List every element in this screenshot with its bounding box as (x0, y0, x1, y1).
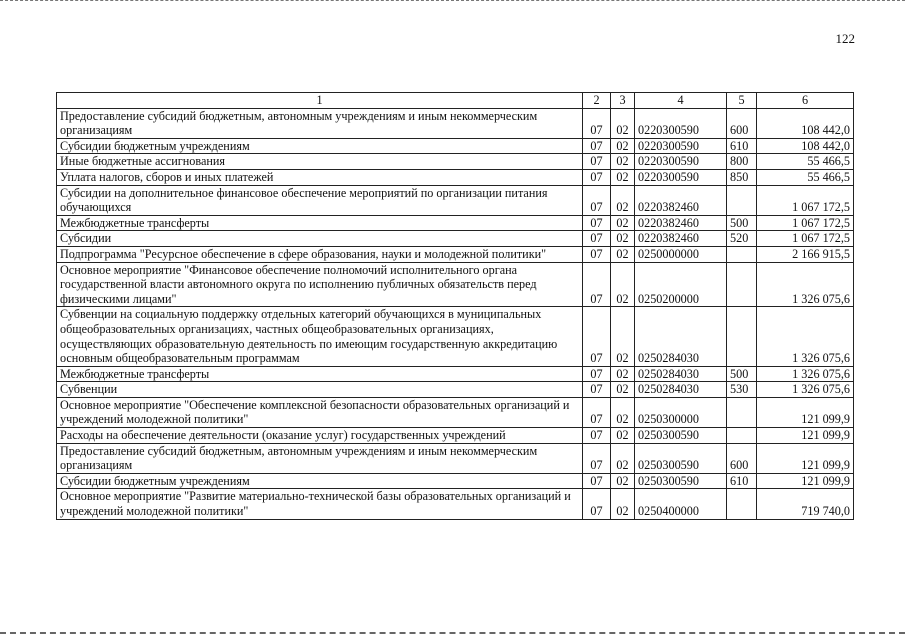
row-section-cell: 07 (583, 307, 611, 366)
row-subsection-cell: 02 (611, 154, 635, 170)
row-section-cell: 07 (583, 489, 611, 519)
row-target-article-cell: 0220300590 (635, 108, 727, 138)
row-expense-type-cell: 500 (727, 366, 757, 382)
row-name-cell: Уплата налогов, сборов и иных платежей (57, 169, 583, 185)
row-subsection-cell: 02 (611, 138, 635, 154)
row-section-cell: 07 (583, 215, 611, 231)
row-subsection-cell: 02 (611, 262, 635, 307)
row-target-article-cell: 0250284030 (635, 382, 727, 398)
row-sum-cell: 55 466,5 (757, 154, 854, 170)
table-row (57, 366, 854, 382)
header-cell: 2 (583, 93, 611, 109)
row-sum-cell: 1 326 075,6 (757, 262, 854, 307)
table-row (57, 307, 854, 366)
row-sum-cell: 1 326 075,6 (757, 366, 854, 382)
table-row (57, 397, 854, 427)
row-subsection-cell: 02 (611, 215, 635, 231)
row-expense-type-cell (727, 246, 757, 262)
row-target-article-cell: 0220382460 (635, 215, 727, 231)
row-expense-type-cell (727, 307, 757, 366)
row-target-article-cell: 0250284030 (635, 307, 727, 366)
row-name-cell: Расходы на обеспечение деятельности (оказание услуг) государственных учреждений (57, 428, 583, 444)
row-section-cell: 07 (583, 185, 611, 215)
row-expense-type-cell (727, 397, 757, 427)
row-name-cell: Предоставление субсидий бюджетным, автономным учреждениям и иным некоммерческим организациям (57, 443, 583, 473)
row-section-cell: 07 (583, 246, 611, 262)
row-subsection-cell: 02 (611, 185, 635, 215)
row-target-article-cell: 0250300590 (635, 428, 727, 444)
table-row (57, 108, 854, 138)
row-expense-type-cell: 850 (727, 169, 757, 185)
row-sum-cell: 108 442,0 (757, 138, 854, 154)
row-sum-cell: 719 740,0 (757, 489, 854, 519)
row-sum-cell: 121 099,9 (757, 428, 854, 444)
row-subsection-cell: 02 (611, 382, 635, 398)
budget-table (56, 92, 854, 520)
row-name-cell: Межбюджетные трансферты (57, 215, 583, 231)
table-row (57, 489, 854, 519)
row-expense-type-cell (727, 489, 757, 519)
row-expense-type-cell: 530 (727, 382, 757, 398)
header-cell: 5 (727, 93, 757, 109)
row-expense-type-cell: 800 (727, 154, 757, 170)
row-name-cell: Основное мероприятие "Обеспечение комплексной безопасности образовательных организаций и учреждений молодежной политики" (57, 397, 583, 427)
row-section-cell: 07 (583, 108, 611, 138)
row-target-article-cell: 0220300590 (635, 138, 727, 154)
table-header-row (57, 93, 854, 109)
scan-edge-bottom (0, 632, 905, 636)
row-sum-cell: 1 067 172,5 (757, 215, 854, 231)
row-subsection-cell: 02 (611, 443, 635, 473)
row-expense-type-cell (727, 428, 757, 444)
row-target-article-cell: 0220300590 (635, 169, 727, 185)
header-cell: 4 (635, 93, 727, 109)
row-expense-type-cell (727, 185, 757, 215)
table-row (57, 138, 854, 154)
row-expense-type-cell: 500 (727, 215, 757, 231)
row-sum-cell: 1 067 172,5 (757, 185, 854, 215)
table-row (57, 262, 854, 307)
row-sum-cell: 108 442,0 (757, 108, 854, 138)
table-row (57, 169, 854, 185)
table-row (57, 382, 854, 398)
row-name-cell: Субвенции на социальную поддержку отдельных категорий обучающихся в муниципальных общеобразовательных организациях, частных общеобразовательных организациях, осуществляющих образовательную деятельность по имеющим государственную аккредитацию основным общеобразовательным программам (57, 307, 583, 366)
row-subsection-cell: 02 (611, 366, 635, 382)
row-subsection-cell: 02 (611, 428, 635, 444)
row-name-cell: Субсидии бюджетным учреждениям (57, 138, 583, 154)
row-target-article-cell: 0250300590 (635, 473, 727, 489)
table-row (57, 246, 854, 262)
row-expense-type-cell: 610 (727, 138, 757, 154)
row-section-cell: 07 (583, 154, 611, 170)
row-sum-cell: 1 326 075,6 (757, 307, 854, 366)
row-name-cell: Предоставление субсидий бюджетным, автономным учреждениям и иным некоммерческим организациям (57, 108, 583, 138)
row-sum-cell: 55 466,5 (757, 169, 854, 185)
row-section-cell: 07 (583, 138, 611, 154)
table-row (57, 473, 854, 489)
row-subsection-cell: 02 (611, 169, 635, 185)
table-row (57, 215, 854, 231)
row-section-cell: 07 (583, 231, 611, 247)
row-name-cell: Основное мероприятие "Финансовое обеспечение полномочий исполнительного органа государственной власти автономного округа по исполнению публичных обязательств перед физическими лицами" (57, 262, 583, 307)
table-row (57, 154, 854, 170)
row-section-cell: 07 (583, 366, 611, 382)
row-name-cell: Субсидии на дополнительное финансовое обеспечение мероприятий по организации питания обучающихся (57, 185, 583, 215)
row-name-cell: Подпрограмма "Ресурсное обеспечение в сфере образования, науки и молодежной политики" (57, 246, 583, 262)
table-row (57, 185, 854, 215)
row-expense-type-cell (727, 262, 757, 307)
row-target-article-cell: 0250300590 (635, 443, 727, 473)
row-subsection-cell: 02 (611, 231, 635, 247)
row-subsection-cell: 02 (611, 307, 635, 366)
row-expense-type-cell: 520 (727, 231, 757, 247)
row-section-cell: 07 (583, 443, 611, 473)
row-target-article-cell: 0250284030 (635, 366, 727, 382)
row-name-cell: Субсидии бюджетным учреждениям (57, 473, 583, 489)
row-target-article-cell: 0250000000 (635, 246, 727, 262)
row-subsection-cell: 02 (611, 397, 635, 427)
scan-edge-top (0, 0, 905, 4)
row-subsection-cell: 02 (611, 489, 635, 519)
row-target-article-cell: 0250400000 (635, 489, 727, 519)
row-target-article-cell: 0220382460 (635, 231, 727, 247)
page-number: 122 (835, 31, 855, 46)
row-section-cell: 07 (583, 473, 611, 489)
row-subsection-cell: 02 (611, 246, 635, 262)
row-subsection-cell: 02 (611, 108, 635, 138)
row-target-article-cell: 0250300000 (635, 397, 727, 427)
row-subsection-cell: 02 (611, 473, 635, 489)
header-cell: 3 (611, 93, 635, 109)
row-sum-cell: 121 099,9 (757, 397, 854, 427)
row-expense-type-cell: 610 (727, 473, 757, 489)
row-section-cell: 07 (583, 169, 611, 185)
row-name-cell: Межбюджетные трансферты (57, 366, 583, 382)
row-name-cell: Субсидии (57, 231, 583, 247)
row-sum-cell: 2 166 915,5 (757, 246, 854, 262)
row-sum-cell: 121 099,9 (757, 473, 854, 489)
row-section-cell: 07 (583, 397, 611, 427)
row-sum-cell: 121 099,9 (757, 443, 854, 473)
row-expense-type-cell: 600 (727, 108, 757, 138)
table-row (57, 231, 854, 247)
row-target-article-cell: 0250200000 (635, 262, 727, 307)
row-sum-cell: 1 067 172,5 (757, 231, 854, 247)
row-section-cell: 07 (583, 382, 611, 398)
row-section-cell: 07 (583, 262, 611, 307)
row-target-article-cell: 0220382460 (635, 185, 727, 215)
row-name-cell: Иные бюджетные ассигнования (57, 154, 583, 170)
row-name-cell: Основное мероприятие "Развитие материально-технической базы образовательных организаций и учреждений молодежной политики" (57, 489, 583, 519)
table-row (57, 443, 854, 473)
row-name-cell: Субвенции (57, 382, 583, 398)
header-cell: 6 (757, 93, 854, 109)
header-cell: 1 (57, 93, 583, 109)
row-expense-type-cell: 600 (727, 443, 757, 473)
row-target-article-cell: 0220300590 (635, 154, 727, 170)
row-sum-cell: 1 326 075,6 (757, 382, 854, 398)
table-row (57, 428, 854, 444)
row-section-cell: 07 (583, 428, 611, 444)
